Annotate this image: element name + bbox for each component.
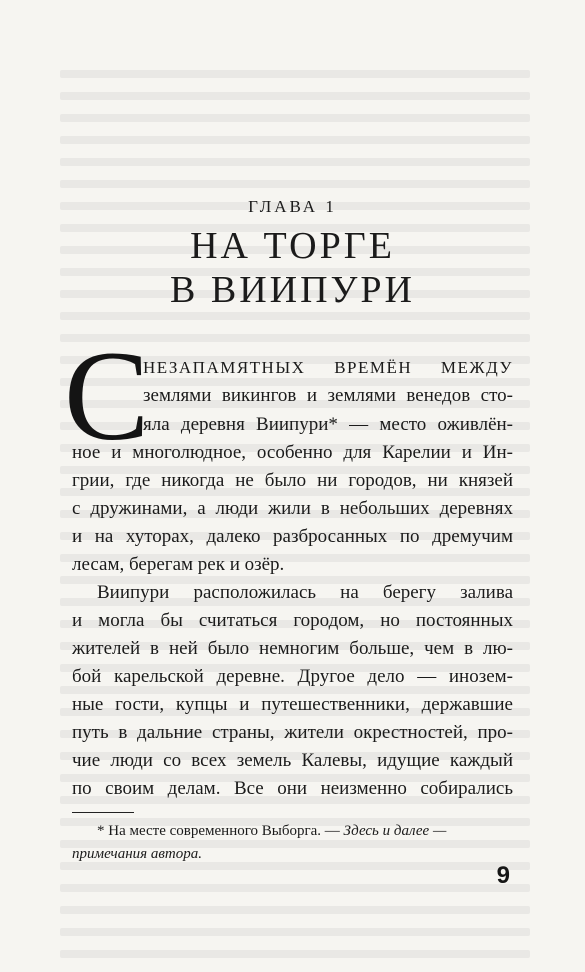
body-line-5: грии, где никогда не было ни городов, ни князей — [72, 470, 513, 491]
body-line-2: землями викингов и землями венедов сто- — [143, 385, 513, 406]
body-line-14: путь в дальние страны, жители окрестностей, про- — [72, 722, 513, 743]
page-number: 9 — [496, 862, 510, 889]
body-line-12: бой карельской деревне. Другое дело — инозем- — [72, 666, 513, 687]
footnote-text: На месте современного Выборга. — — [108, 823, 340, 839]
body-line-1: НЕЗАПАМЯТНЫХ ВРЕМЁН МЕЖДУ — [143, 358, 513, 377]
body-line-7: и на хуторах, далеко разбросанных по дремучим — [72, 526, 513, 547]
body-line-6: с дружинами, а люди жили в небольших деревнях — [72, 498, 513, 519]
body-line-4: ное и многолюдное, особенно для Карелии и Ин- — [72, 442, 513, 463]
body-line-16: по своим делам. Все они неизменно собирались — [72, 778, 513, 799]
chapter-label: ГЛАВА 1 — [248, 197, 337, 216]
footnote-italic-2: примечания автора. — [72, 846, 202, 862]
body-line-9: Виипури расположилась на берегу залива — [97, 582, 513, 603]
footnote-rule — [72, 812, 134, 813]
chapter-title-line-1: НА ТОРГЕ — [190, 225, 395, 267]
body-line-11: жителей в ней было немногим больше, чем в лю- — [72, 638, 513, 659]
footnote-marker: * — [97, 823, 105, 839]
body-line-10: и могла бы считаться городом, но постоянных — [72, 610, 513, 631]
body-line-8: лесам, берегам рек и озёр. — [72, 554, 285, 575]
body-line-13: ные гости, купцы и путешественники, державшие — [72, 694, 513, 715]
footnote-line-1 — [97, 820, 446, 842]
footnote-line-2 — [72, 843, 202, 865]
footnote-italic-1: Здесь и далее — — [343, 823, 447, 839]
drop-cap: С — [64, 325, 150, 467]
chapter-title-line-2: В ВИИПУРИ — [170, 269, 415, 311]
body-line-15: чие люди со всех земель Калевы, идущие каждый — [72, 750, 513, 771]
body-line-3: яла деревня Виипури* — место оживлён- — [143, 414, 513, 435]
